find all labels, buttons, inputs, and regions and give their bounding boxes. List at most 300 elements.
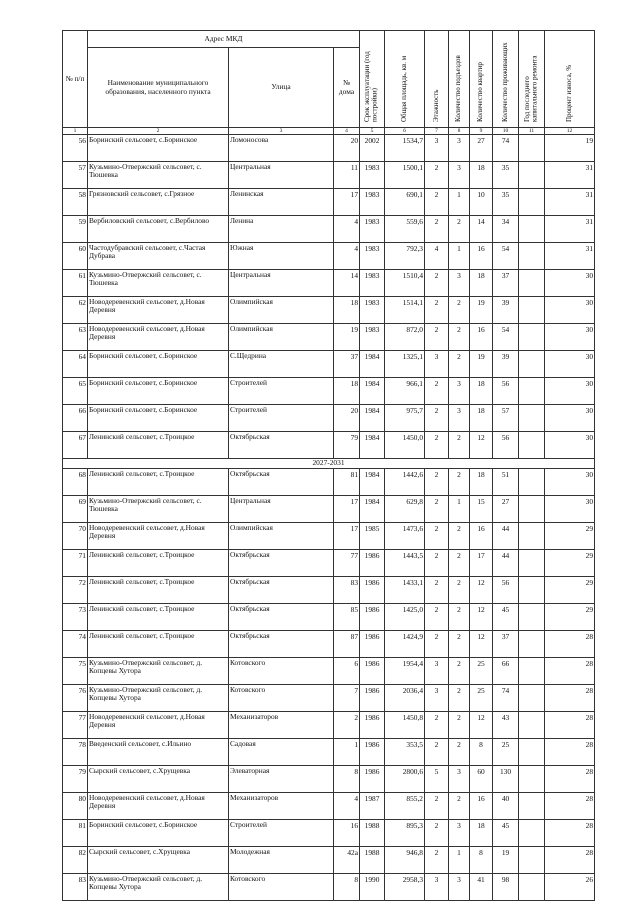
last-repair-cell <box>519 378 545 405</box>
house-number-cell: 6 <box>334 658 360 685</box>
last-repair-cell <box>519 432 545 459</box>
street-cell: Центральная <box>229 496 334 523</box>
street-cell: Котовского <box>229 874 334 901</box>
area-cell: 975,7 <box>385 405 425 432</box>
table-row <box>63 162 595 189</box>
year-cell: 1983 <box>360 189 385 216</box>
area-cell: 966,1 <box>385 378 425 405</box>
row-number: 59 <box>63 216 88 243</box>
row-number: 75 <box>63 658 88 685</box>
flats-cell: 10 <box>470 189 493 216</box>
last-repair-cell <box>519 135 545 162</box>
municipality-cell: Боринский сельсовет, с.Боринское <box>88 820 229 847</box>
wear-cell: 31 <box>545 243 595 270</box>
entrances-cell: 1 <box>449 243 470 270</box>
area-cell: 1473,6 <box>385 523 425 550</box>
house-number-cell: 4 <box>334 243 360 270</box>
street-cell: Строителей <box>229 820 334 847</box>
table-row <box>63 604 595 631</box>
entrances-cell: 1 <box>449 496 470 523</box>
entrances-cell: 2 <box>449 712 470 739</box>
row-number: 79 <box>63 766 88 793</box>
last-repair-cell <box>519 820 545 847</box>
flats-cell: 15 <box>470 496 493 523</box>
wear-cell: 29 <box>545 577 595 604</box>
house-number-cell: 85 <box>334 604 360 631</box>
row-number: 67 <box>63 432 88 459</box>
last-repair-cell <box>519 631 545 658</box>
table-row <box>63 550 595 577</box>
municipality-cell: Ленинский сельсовет, с.Троицкое <box>88 432 229 459</box>
table-row <box>63 712 595 739</box>
wear-cell: 28 <box>545 739 595 766</box>
wear-cell: 28 <box>545 658 595 685</box>
wear-cell: 30 <box>545 378 595 405</box>
floors-cell: 5 <box>425 766 449 793</box>
row-number: 82 <box>63 847 88 874</box>
wear-cell: 29 <box>545 550 595 577</box>
residents-cell: 74 <box>493 685 519 712</box>
municipality-cell: Ленинский сельсовет, с.Троицкое <box>88 631 229 658</box>
residents-cell: 74 <box>493 135 519 162</box>
area-cell: 1954,4 <box>385 658 425 685</box>
wear-cell: 31 <box>545 216 595 243</box>
table-row <box>63 631 595 658</box>
table-row <box>63 216 595 243</box>
house-number-cell: 20 <box>334 405 360 432</box>
year-cell: 1984 <box>360 432 385 459</box>
year-cell: 1984 <box>360 351 385 378</box>
entrances-cell: 2 <box>449 523 470 550</box>
floors-cell: 3 <box>425 351 449 378</box>
street-cell: Октябрьская <box>229 432 334 459</box>
wear-cell: 29 <box>545 523 595 550</box>
wear-cell: 28 <box>545 766 595 793</box>
residents-cell: 44 <box>493 523 519 550</box>
house-number-cell: 17 <box>334 496 360 523</box>
floors-cell: 2 <box>425 297 449 324</box>
year-cell: 1988 <box>360 820 385 847</box>
street-cell: Октябрьская <box>229 604 334 631</box>
row-number: 81 <box>63 820 88 847</box>
wear-cell: 26 <box>545 874 595 901</box>
floors-cell: 3 <box>425 874 449 901</box>
house-number-cell: 11 <box>334 162 360 189</box>
table-row <box>63 270 595 297</box>
street-cell: Олимпийская <box>229 523 334 550</box>
year-cell: 1984 <box>360 469 385 496</box>
last-repair-cell <box>519 405 545 432</box>
municipality-cell: Ленинский сельсовет, с.Троицкое <box>88 469 229 496</box>
year-cell: 1986 <box>360 658 385 685</box>
year-cell: 1983 <box>360 162 385 189</box>
header-street: Улица <box>229 48 334 128</box>
section-divider <box>63 459 595 469</box>
year-cell: 1983 <box>360 243 385 270</box>
row-number: 83 <box>63 874 88 901</box>
residents-cell: 130 <box>493 766 519 793</box>
entrances-cell: 1 <box>449 847 470 874</box>
street-cell: Садовая <box>229 739 334 766</box>
wear-cell: 28 <box>545 631 595 658</box>
row-number: 68 <box>63 469 88 496</box>
col-number: 9 <box>470 128 493 135</box>
table-row <box>63 496 595 523</box>
table-row <box>63 432 595 459</box>
residents-cell: 51 <box>493 469 519 496</box>
year-cell: 1983 <box>360 324 385 351</box>
table-body-before <box>63 135 595 459</box>
area-cell: 2800,6 <box>385 766 425 793</box>
street-cell: Элеваторная <box>229 766 334 793</box>
entrances-cell: 3 <box>449 820 470 847</box>
residents-cell: 56 <box>493 378 519 405</box>
residents-cell: 40 <box>493 793 519 820</box>
row-number: 63 <box>63 324 88 351</box>
table-row <box>63 378 595 405</box>
area-cell: 1325,1 <box>385 351 425 378</box>
floors-cell: 2 <box>425 324 449 351</box>
flats-cell: 12 <box>470 432 493 459</box>
row-number: 65 <box>63 378 88 405</box>
street-cell: Строителей <box>229 405 334 432</box>
header-flats: Количество квартир <box>470 31 493 128</box>
floors-cell: 2 <box>425 631 449 658</box>
house-number-cell: 14 <box>334 270 360 297</box>
table-row <box>63 351 595 378</box>
house-number-cell: 4 <box>334 793 360 820</box>
last-repair-cell <box>519 297 545 324</box>
house-number-cell: 87 <box>334 631 360 658</box>
floors-cell: 2 <box>425 162 449 189</box>
entrances-cell: 2 <box>449 432 470 459</box>
street-cell: Октябрьская <box>229 577 334 604</box>
area-cell: 2036,4 <box>385 685 425 712</box>
floors-cell: 2 <box>425 469 449 496</box>
wear-cell: 28 <box>545 685 595 712</box>
residents-cell: 19 <box>493 847 519 874</box>
residents-cell: 57 <box>493 405 519 432</box>
municipality-cell: Кузьмино-Отвержский сельсовет, д. Копцевы Хутора <box>88 658 229 685</box>
municipality-cell: Ленинский сельсовет, с.Троицкое <box>88 604 229 631</box>
house-number-cell: 17 <box>334 523 360 550</box>
table-row <box>63 658 595 685</box>
last-repair-cell <box>519 577 545 604</box>
last-repair-cell <box>519 658 545 685</box>
house-number-cell: 1 <box>334 739 360 766</box>
floors-cell: 3 <box>425 135 449 162</box>
residents-cell: 27 <box>493 496 519 523</box>
floors-cell: 3 <box>425 658 449 685</box>
table-row <box>63 135 595 162</box>
row-number: 69 <box>63 496 88 523</box>
municipality-cell: Боринский сельсовет, с.Боринское <box>88 378 229 405</box>
row-number: 74 <box>63 631 88 658</box>
municipality-cell: Ленинский сельсовет, с.Троицкое <box>88 550 229 577</box>
flats-cell: 12 <box>470 604 493 631</box>
year-cell: 1986 <box>360 604 385 631</box>
street-cell: Ленинская <box>229 189 334 216</box>
house-number-cell: 18 <box>334 378 360 405</box>
row-number: 80 <box>63 793 88 820</box>
municipality-cell: Введенский сельсовет, с.Ильино <box>88 739 229 766</box>
year-cell: 1986 <box>360 631 385 658</box>
entrances-cell: 2 <box>449 739 470 766</box>
wear-cell: 28 <box>545 793 595 820</box>
floors-cell: 2 <box>425 523 449 550</box>
municipality-cell: Вербиловский сельсовет, с.Вербилово <box>88 216 229 243</box>
row-number: 77 <box>63 712 88 739</box>
residents-cell: 66 <box>493 658 519 685</box>
municipality-cell: Новодеревенский сельсовет, д.Новая Деревня <box>88 712 229 739</box>
area-cell: 1500,1 <box>385 162 425 189</box>
residents-cell: 39 <box>493 351 519 378</box>
header-floors: Этажность <box>425 31 449 128</box>
entrances-cell: 2 <box>449 577 470 604</box>
floors-cell: 2 <box>425 820 449 847</box>
last-repair-cell <box>519 550 545 577</box>
year-cell: 1984 <box>360 405 385 432</box>
col-number: 10 <box>493 128 519 135</box>
entrances-cell: 2 <box>449 631 470 658</box>
col-number: 6 <box>385 128 425 135</box>
floors-cell: 2 <box>425 496 449 523</box>
table-row <box>63 685 595 712</box>
municipality-cell: Новодеревенский сельсовет, д.Новая Деревня <box>88 297 229 324</box>
street-cell: Котовского <box>229 658 334 685</box>
area-cell: 1424,9 <box>385 631 425 658</box>
house-number-cell: 8 <box>334 874 360 901</box>
col-number: 12 <box>545 128 595 135</box>
header-entrances: Количество подъездов <box>449 31 470 128</box>
row-number: 58 <box>63 189 88 216</box>
flats-cell: 17 <box>470 550 493 577</box>
residents-cell: 45 <box>493 604 519 631</box>
col-number: 11 <box>519 128 545 135</box>
residents-cell: 54 <box>493 324 519 351</box>
street-cell: Октябрьская <box>229 631 334 658</box>
entrances-cell: 3 <box>449 270 470 297</box>
residents-cell: 98 <box>493 874 519 901</box>
wear-cell: 30 <box>545 469 595 496</box>
area-cell: 872,0 <box>385 324 425 351</box>
area-cell: 1450,8 <box>385 712 425 739</box>
table-row <box>63 469 595 496</box>
last-repair-cell <box>519 469 545 496</box>
area-cell: 559,6 <box>385 216 425 243</box>
year-cell: 1986 <box>360 712 385 739</box>
year-cell: 1985 <box>360 523 385 550</box>
residents-cell: 54 <box>493 243 519 270</box>
last-repair-cell <box>519 216 545 243</box>
house-number-cell: 2 <box>334 712 360 739</box>
area-cell: 1514,1 <box>385 297 425 324</box>
table-row <box>63 297 595 324</box>
entrances-cell: 3 <box>449 135 470 162</box>
area-cell: 792,3 <box>385 243 425 270</box>
entrances-cell: 2 <box>449 216 470 243</box>
col-number: 2 <box>88 128 229 135</box>
floors-cell: 2 <box>425 793 449 820</box>
table-row <box>63 405 595 432</box>
table-row <box>63 820 595 847</box>
entrances-cell: 2 <box>449 324 470 351</box>
municipality-cell: Кузьмино-Отвержский сельсовет, с. Тюшевка <box>88 270 229 297</box>
municipality-cell: Боринский сельсовет, с.Боринское <box>88 405 229 432</box>
col-number: 7 <box>425 128 449 135</box>
year-cell: 1983 <box>360 297 385 324</box>
table-row <box>63 874 595 901</box>
municipality-cell: Боринский сельсовет, с.Боринское <box>88 351 229 378</box>
entrances-cell: 2 <box>449 550 470 577</box>
municipality-cell: Сырский сельсовет, с.Хрущевка <box>88 847 229 874</box>
row-number: 62 <box>63 297 88 324</box>
floors-cell: 3 <box>425 685 449 712</box>
house-number-cell: 16 <box>334 820 360 847</box>
house-number-cell: 37 <box>334 351 360 378</box>
row-number: 61 <box>63 270 88 297</box>
street-cell: Олимпийская <box>229 297 334 324</box>
street-cell: С.Щедрина <box>229 351 334 378</box>
flats-cell: 8 <box>470 739 493 766</box>
wear-cell: 30 <box>545 324 595 351</box>
header-residents: Количество проживающих <box>493 31 519 128</box>
year-cell: 1983 <box>360 270 385 297</box>
flats-cell: 25 <box>470 685 493 712</box>
wear-cell: 30 <box>545 496 595 523</box>
area-cell: 1510,4 <box>385 270 425 297</box>
header-wear: Процент износа, % <box>545 31 595 128</box>
last-repair-cell <box>519 270 545 297</box>
row-number: 76 <box>63 685 88 712</box>
table-row <box>63 577 595 604</box>
row-number: 72 <box>63 577 88 604</box>
floors-cell: 2 <box>425 847 449 874</box>
flats-cell: 14 <box>470 216 493 243</box>
floors-cell: 2 <box>425 189 449 216</box>
table-row <box>63 189 595 216</box>
entrances-cell: 2 <box>449 297 470 324</box>
house-number-cell: 79 <box>334 432 360 459</box>
house-number-cell: 77 <box>334 550 360 577</box>
street-cell: Молодежная <box>229 847 334 874</box>
col-number: 5 <box>360 128 385 135</box>
house-number-cell: 83 <box>334 577 360 604</box>
house-number-cell: 42а <box>334 847 360 874</box>
municipality-cell: Кузьмино-Отвержский сельсовет, д. Копцевы Хутора <box>88 874 229 901</box>
municipality-cell: Грязновский сельсовет, с.Грязное <box>88 189 229 216</box>
area-cell: 895,3 <box>385 820 425 847</box>
row-number: 56 <box>63 135 88 162</box>
entrances-cell: 3 <box>449 162 470 189</box>
table-row <box>63 739 595 766</box>
area-cell: 1450,0 <box>385 432 425 459</box>
row-number: 60 <box>63 243 88 270</box>
area-cell: 1442,6 <box>385 469 425 496</box>
column-number-row <box>63 128 595 135</box>
entrances-cell: 3 <box>449 378 470 405</box>
year-cell: 1988 <box>360 847 385 874</box>
flats-cell: 16 <box>470 523 493 550</box>
year-cell: 1986 <box>360 550 385 577</box>
flats-cell: 12 <box>470 631 493 658</box>
last-repair-cell <box>519 496 545 523</box>
municipality-cell: Новодеревенский сельсовет, д.Новая Деревня <box>88 793 229 820</box>
table-row <box>63 793 595 820</box>
residents-cell: 37 <box>493 270 519 297</box>
flats-cell: 18 <box>470 378 493 405</box>
street-cell: Строителей <box>229 378 334 405</box>
street-cell: Котовского <box>229 685 334 712</box>
floors-cell: 2 <box>425 739 449 766</box>
year-cell: 1984 <box>360 378 385 405</box>
area-cell: 946,8 <box>385 847 425 874</box>
entrances-cell: 2 <box>449 658 470 685</box>
year-cell: 1983 <box>360 216 385 243</box>
flats-cell: 12 <box>470 712 493 739</box>
floors-cell: 2 <box>425 378 449 405</box>
municipality-cell: Частодубравский сельсовет, с.Частая Дубрава <box>88 243 229 270</box>
last-repair-cell <box>519 847 545 874</box>
floors-cell: 2 <box>425 270 449 297</box>
floors-cell: 2 <box>425 577 449 604</box>
wear-cell: 30 <box>545 270 595 297</box>
row-number: 73 <box>63 604 88 631</box>
flats-cell: 16 <box>470 243 493 270</box>
municipality-cell: Кузьмино-Отвержский сельсовет, с. Тюшевка <box>88 496 229 523</box>
municipality-cell: Кузьмино-Отвержский сельсовет, с. Тюшевка <box>88 162 229 189</box>
table-row <box>63 523 595 550</box>
mkd-register-table <box>62 30 595 901</box>
header-year: Срок эксплуатации (год постройки) <box>360 31 385 128</box>
header-address-group: Адрес МКД <box>88 31 360 48</box>
flats-cell: 8 <box>470 847 493 874</box>
wear-cell: 30 <box>545 351 595 378</box>
year-cell: 1990 <box>360 874 385 901</box>
area-cell: 629,8 <box>385 496 425 523</box>
street-cell: Ломоносова <box>229 135 334 162</box>
last-repair-cell <box>519 793 545 820</box>
area-cell: 1425,0 <box>385 604 425 631</box>
residents-cell: 25 <box>493 739 519 766</box>
col-number: 4 <box>334 128 360 135</box>
entrances-cell: 2 <box>449 351 470 378</box>
house-number-cell: 17 <box>334 189 360 216</box>
header-area: Общая площадь, кв. м <box>385 31 425 128</box>
last-repair-cell <box>519 874 545 901</box>
flats-cell: 25 <box>470 658 493 685</box>
row-number: 70 <box>63 523 88 550</box>
flats-cell: 18 <box>470 820 493 847</box>
wear-cell: 30 <box>545 297 595 324</box>
area-cell: 353,5 <box>385 739 425 766</box>
municipality-cell: Боринский сельсовет, с.Боринское <box>88 135 229 162</box>
col-number: 1 <box>63 128 88 135</box>
wear-cell: 28 <box>545 820 595 847</box>
house-number-cell: 4 <box>334 216 360 243</box>
entrances-cell: 2 <box>449 685 470 712</box>
street-cell: Механизаторов <box>229 793 334 820</box>
residents-cell: 43 <box>493 712 519 739</box>
street-cell: Центральная <box>229 270 334 297</box>
row-number: 66 <box>63 405 88 432</box>
wear-cell: 28 <box>545 712 595 739</box>
last-repair-cell <box>519 189 545 216</box>
flats-cell: 18 <box>470 405 493 432</box>
house-number-cell: 7 <box>334 685 360 712</box>
row-number: 71 <box>63 550 88 577</box>
flats-cell: 41 <box>470 874 493 901</box>
